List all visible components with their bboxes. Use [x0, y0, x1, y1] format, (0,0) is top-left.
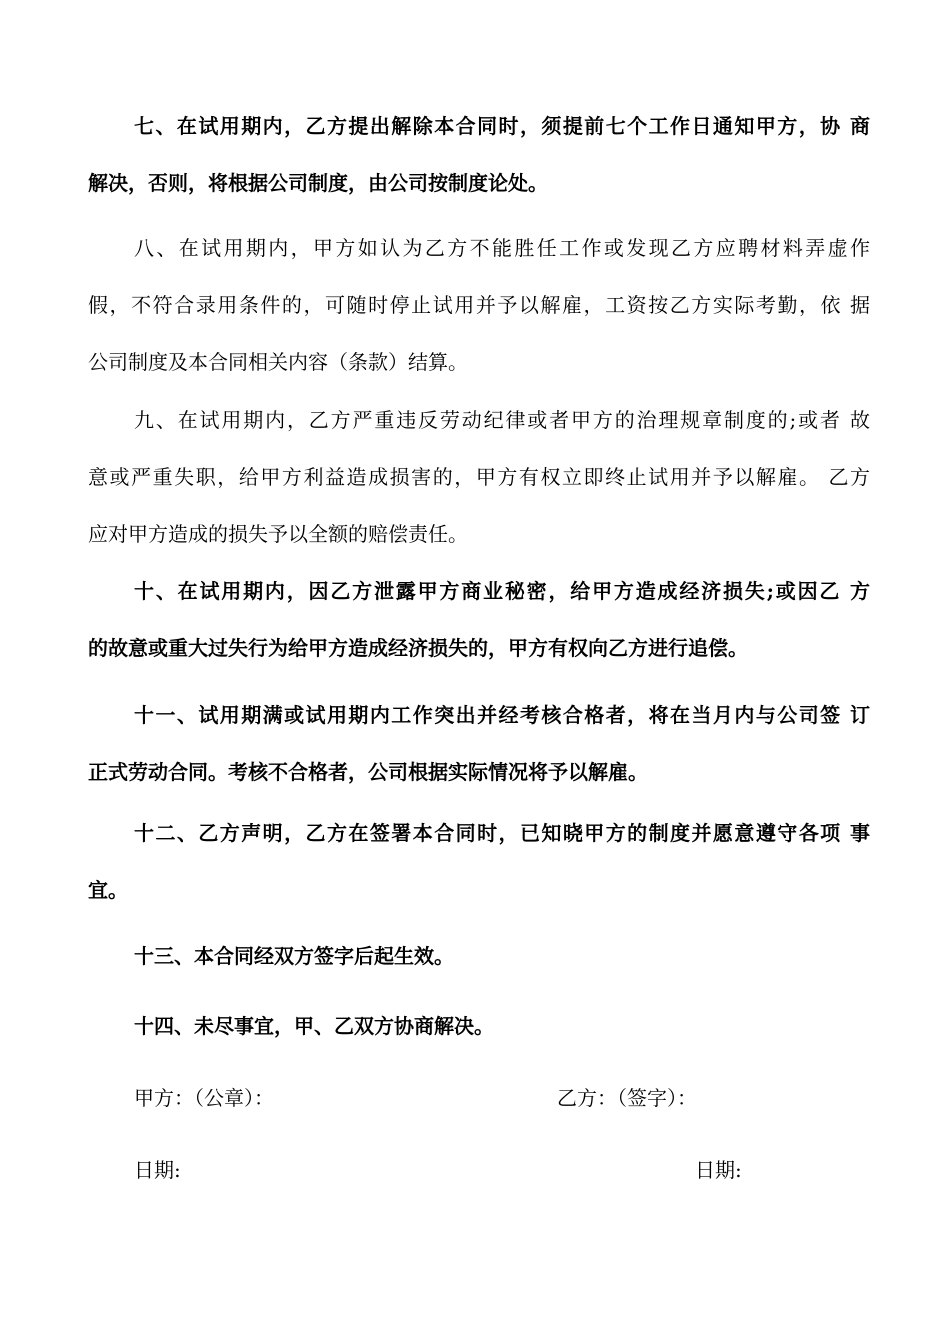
clause-9-line-3: 应对甲方造成的损失予以全额的赔偿责任。	[88, 522, 468, 546]
clause-8-line-1: 八、在试用期内，甲方如认为乙方不能胜任工作或发现乙方应聘材料弄虚作	[134, 236, 870, 260]
clause-11-line-1: 十一、试用期满或试用期内工作突出并经考核合格者，将在当月内与公司签 订	[134, 703, 870, 727]
clause-8	[88, 220, 870, 391]
party-a-seal-label: 甲方：（公章）：	[134, 1086, 274, 1110]
clause-11-line-2: 正式劳动合同。考核不合格者，公司根据实际情况将予以解雇。	[88, 760, 648, 784]
clause-8-line-3: 公司制度及本合同相关内容（条款）结算。	[88, 350, 468, 374]
party-b-date-label: 日期:	[695, 1158, 742, 1182]
clause-9-line-2: 意或严重失职，给甲方利益造成损害的，甲方有权立即终止试用并予以解雇。 乙方	[88, 465, 870, 489]
clause-9-line-1: 九、在试用期内，乙方严重违反劳动纪律或者甲方的治理规章制度的;或者 故	[134, 408, 870, 432]
clause-10	[88, 563, 870, 677]
clause-8-line-2: 假，不符合录用条件的，可随时停止试用并予以解雇，工资按乙方实际考勤，依 据	[88, 293, 870, 317]
clause-13-line-1: 十三、本合同经双方签字后起生效。	[134, 944, 454, 968]
clause-7-line-1: 七、在试用期内，乙方提出解除本合同时，须提前七个工作日通知甲方，协 商	[134, 114, 870, 138]
clause-9	[88, 392, 870, 563]
clause-14	[88, 998, 870, 1055]
clause-10-line-2: 的故意或重大过失行为给甲方造成经济损失的，甲方有权向乙方进行追偿。	[88, 636, 748, 660]
clause-11	[88, 687, 870, 801]
clause-7-line-2: 解决，否则，将根据公司制度，由公司按制度论处。	[88, 171, 548, 195]
clause-7	[88, 98, 870, 212]
party-a-date-label: 日期:	[134, 1158, 181, 1182]
clause-13	[88, 928, 870, 985]
clause-12-line-2: 宜。	[88, 878, 128, 902]
clause-10-line-1: 十、在试用期内，因乙方泄露甲方商业秘密，给甲方造成经济损失;或因乙 方	[134, 579, 870, 603]
clause-12-line-1: 十二、乙方声明，乙方在签署本合同时，已知晓甲方的制度并愿意遵守各项 事	[134, 821, 870, 845]
clause-12	[88, 805, 870, 919]
party-b-signature-label: 乙方：（签字）：	[557, 1086, 697, 1110]
clause-14-line-1: 十四、未尽事宜，甲、乙双方协商解决。	[134, 1014, 494, 1038]
